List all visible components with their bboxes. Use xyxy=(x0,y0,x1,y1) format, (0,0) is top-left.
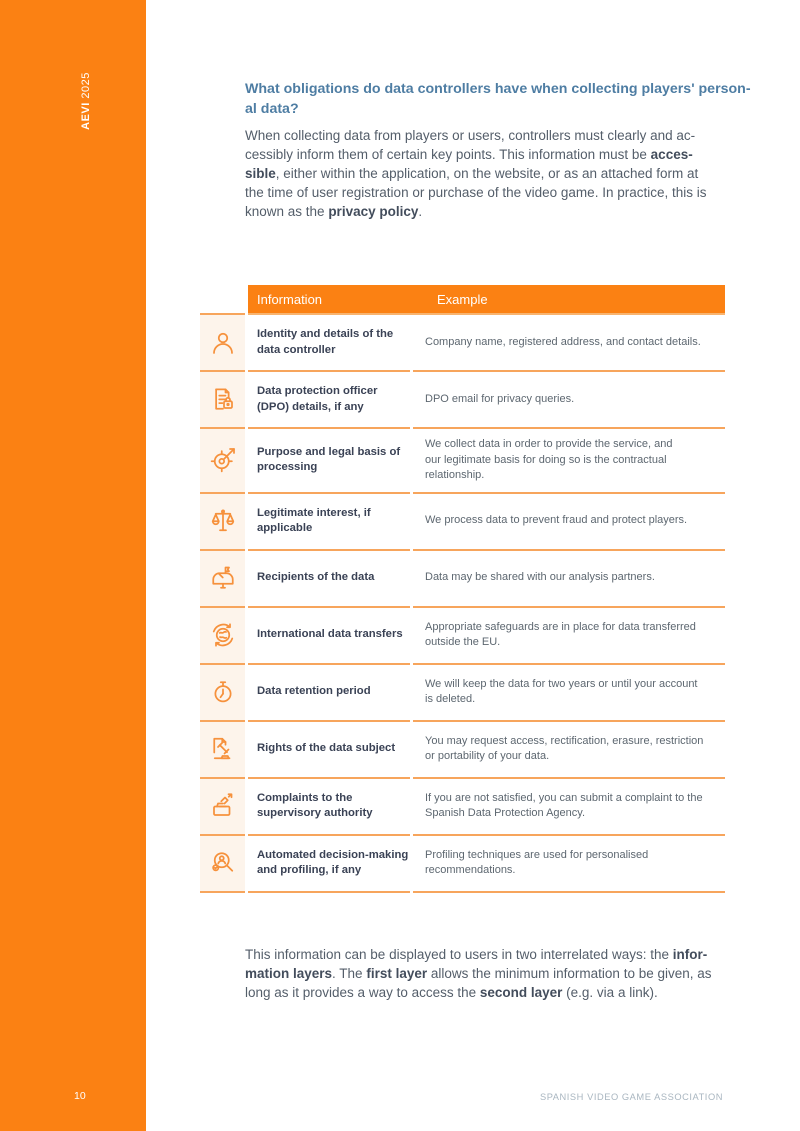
mailbox-icon xyxy=(208,563,238,593)
globe-transfer-icon xyxy=(208,620,238,650)
user-icon xyxy=(208,328,238,358)
text-line: Data protection officer xyxy=(257,385,378,397)
text-line: recommendations. xyxy=(425,864,516,876)
text-line: What obligations do data controllers have when collecting players' person- xyxy=(245,81,751,97)
row-label xyxy=(248,372,410,429)
text-line: processing xyxy=(257,461,318,474)
icon-cell xyxy=(200,372,245,429)
text-line: You may request access, rectification, erasure, restriction xyxy=(425,734,704,747)
row-example xyxy=(413,372,725,429)
icon-cell xyxy=(200,429,245,494)
text-line: When collecting data from players or users, controllers must clearly and ac- xyxy=(245,128,696,143)
table-row xyxy=(200,779,725,836)
text-line: Complaints to the xyxy=(257,791,353,804)
icon-cell xyxy=(200,722,245,779)
icon-cell xyxy=(200,315,245,372)
row-example xyxy=(413,722,725,779)
table-row xyxy=(200,429,725,494)
table-row xyxy=(200,722,725,779)
table-row xyxy=(200,836,725,893)
text-line: is deleted. xyxy=(425,693,476,705)
text-line: supervisory authority xyxy=(257,807,373,819)
row-example xyxy=(413,665,725,722)
header-bar xyxy=(248,285,725,315)
footer-association-text: SPANISH VIDEO GAME ASSOCIATION xyxy=(539,1092,723,1102)
target-icon xyxy=(208,445,238,475)
text-line: Profiling techniques are used for personalised xyxy=(425,848,649,861)
brand-name: AEVI xyxy=(80,102,92,130)
brand-year: 2025 xyxy=(80,72,92,99)
sidebar xyxy=(0,0,146,1131)
text-line: sible, either within the application, on the website, or as an attached form at xyxy=(245,165,699,181)
row-example xyxy=(413,315,725,372)
text-line: This information can be displayed to users in two interrelated ways: the infor- xyxy=(245,947,708,962)
row-label xyxy=(248,315,410,372)
page-title xyxy=(245,80,785,119)
table-row xyxy=(200,665,725,722)
text-line: Spanish Data Protection Agency. xyxy=(425,807,586,819)
stopwatch-icon xyxy=(208,677,238,707)
page-number: 10 xyxy=(74,1090,86,1102)
text-line: We will keep the data for two years or until your account xyxy=(425,677,698,690)
brand-vertical-text xyxy=(80,72,92,130)
text-line: (DPO) details, if any xyxy=(257,400,364,413)
table-row xyxy=(200,494,725,551)
text-line: If you are not satisfied, you can submit a complaint to the xyxy=(425,791,703,804)
complaint-box-icon xyxy=(208,791,238,821)
text-line: applicable xyxy=(257,522,313,534)
column-header-example: Example xyxy=(437,291,488,307)
text-line: al data? xyxy=(245,100,299,117)
row-label xyxy=(248,836,410,893)
icon-cell xyxy=(200,494,245,551)
text-line: mation layers. The first layer allows the minimum information to be given, as xyxy=(245,965,712,981)
icon-cell xyxy=(200,665,245,722)
icon-cell xyxy=(200,608,245,665)
text-line: We process data to prevent fraud and protect players. xyxy=(425,514,688,527)
text-line: Rights of the data subject xyxy=(257,742,396,755)
table-body xyxy=(200,315,725,893)
header-icon-spacer xyxy=(200,285,245,315)
text-line: Identity and details of the xyxy=(257,328,394,340)
table-header xyxy=(200,285,725,315)
text-line: Appropriate safeguards are in place for data transferred xyxy=(425,620,696,633)
text-line: Company name, registered address, and contact details. xyxy=(425,335,701,348)
text-line: relationship. xyxy=(425,469,485,481)
row-example xyxy=(413,429,725,494)
table-row xyxy=(200,315,725,372)
text-line: cessibly inform them of certain key points. This information must be acces- xyxy=(245,146,693,162)
column-header-information: Information xyxy=(257,291,323,307)
text-line: Data retention period xyxy=(257,685,371,698)
row-label xyxy=(248,494,410,551)
text-line: outside the EU. xyxy=(425,636,501,648)
text-line: known as the privacy policy. xyxy=(245,203,423,219)
icon-cell xyxy=(200,779,245,836)
icon-cell xyxy=(200,836,245,893)
text-line: Automated decision-making xyxy=(257,848,409,861)
table-row xyxy=(200,608,725,665)
row-example xyxy=(413,551,725,608)
text-line: International data transfers xyxy=(257,628,403,641)
row-example xyxy=(413,779,725,836)
text-line: Purpose and legal basis of xyxy=(257,445,401,458)
text-line: Legitimate interest, if xyxy=(257,506,371,519)
row-example xyxy=(413,608,725,665)
gavel-icon xyxy=(208,734,238,764)
row-example xyxy=(413,836,725,893)
document-lock-icon xyxy=(208,385,238,415)
outro-paragraph xyxy=(245,946,790,1003)
text-line: data controller xyxy=(257,343,336,356)
text-line: the time of user registration or purchase of the video game. In practice, this is xyxy=(245,184,707,200)
row-label xyxy=(248,779,410,836)
text-line: long as it provides a way to access the second layer (e.g. via a link). xyxy=(245,984,658,1000)
text-line: our legitimate basis for doing so is the contractual xyxy=(425,453,667,466)
row-label xyxy=(248,665,410,722)
scales-icon xyxy=(208,506,238,536)
text-line: DPO email for privacy queries. xyxy=(425,392,575,405)
row-example xyxy=(413,494,725,551)
table-row xyxy=(200,372,725,429)
text-line: Data may be shared with our analysis partners. xyxy=(425,571,655,584)
table-row xyxy=(200,551,725,608)
information-table xyxy=(200,285,725,893)
text-line: Recipients of the data xyxy=(257,571,375,584)
text-line: and profiling, if any xyxy=(257,864,362,876)
row-label xyxy=(248,722,410,779)
text-line: or portability of your data. xyxy=(425,750,550,762)
icon-cell xyxy=(200,551,245,608)
row-label xyxy=(248,551,410,608)
row-label xyxy=(248,608,410,665)
intro-paragraph xyxy=(245,127,790,222)
search-person-icon xyxy=(208,848,238,878)
text-line: We collect data in order to provide the service, and xyxy=(425,438,673,450)
row-label xyxy=(248,429,410,494)
